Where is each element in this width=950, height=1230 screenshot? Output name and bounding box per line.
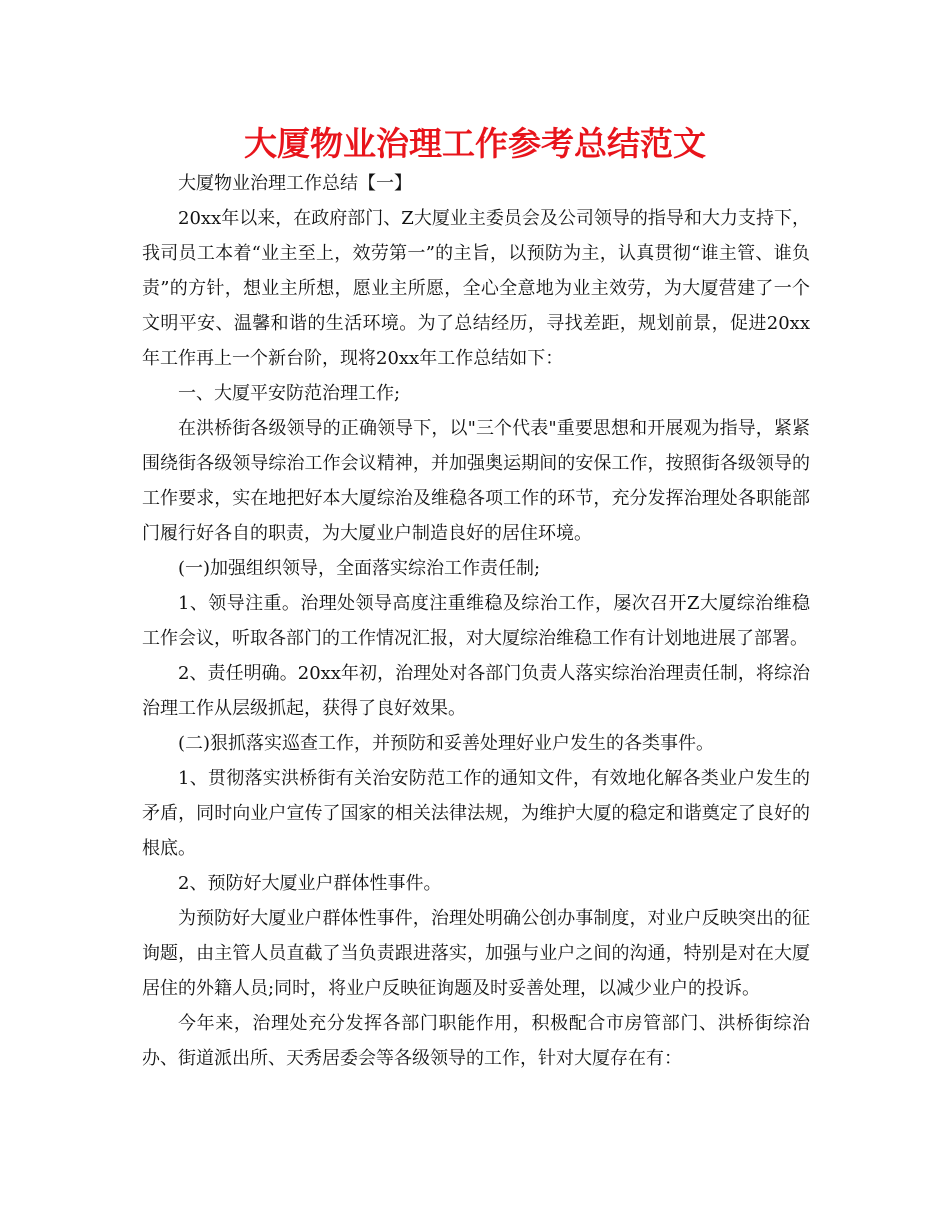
document-title: 大厦物业治理工作参考总结范文: [244, 124, 706, 163]
section-heading: 一、大厦平安防范治理工作;: [178, 383, 401, 404]
subsection-heading: (二)狠抓落实巡查工作，并预防和妥善处理好业户发生的各类事件。: [178, 733, 715, 754]
body-paragraph: 在洪桥街各级领导的正确领导下，以"三个代表"重要思想和开展观为指导，紧紧围绕街各级领导综治工作会议精神，并加强奥运期间的安保工作，按照街各级领导的工作要求，实在地把好本大厦综治及维稳各项工作的环节，充分发挥治理处各职能部门履行好各自的职责，为大厦业户制造良好的居住环境。: [142, 418, 810, 544]
body-paragraph: 1、贯彻落实洪桥街有关治安防范工作的通知文件，有效地化解各类业户发生的矛盾，同时向业户宣传了国家的相关法律法规，为维护大厦的稳定和谐奠定了良好的根底。: [142, 768, 810, 859]
document-body: [142, 166, 810, 1076]
body-paragraph: 2、责任明确。20xx年初，治理处对各部门负责人落实综治治理责任制，将综治治理工作从层级抓起，获得了良好效果。: [142, 663, 810, 719]
body-paragraph: 今年来，治理处充分发挥各部门职能作用，积极配合市房管部门、洪桥街综治办、街道派出所、天秀居委会等各级领导的工作，针对大厦存在有：: [142, 1013, 810, 1069]
section-heading: 大厦物业治理工作总结【一】: [178, 173, 412, 194]
body-paragraph: 2、预防好大厦业户群体性事件。: [178, 873, 442, 894]
body-paragraph: 20xx年以来，在政府部门、Z大厦业主委员会及公司领导的指导和大力支持下，我司员工本着“业主至上，效劳第一”的主旨，以预防为主，认真贯彻“谁主管、谁负责”的方针，想业主所想，愿业主所愿，全心全意地为业主效劳，为大厦营建了一个文明平安、温馨和谐的生活环境。为了总结经历，寻找差距，规划前景，促进20xx年工作再上一个新台阶，现将20xx年工作总结如下：: [142, 208, 810, 369]
body-paragraph: 1、领导注重。治理处领导高度注重维稳及综治工作，屡次召开Z大厦综治维稳工作会议，听取各部门的工作情况汇报，对大厦综治维稳工作有计划地进展了部署。: [142, 593, 810, 649]
body-paragraph: 为预防好大厦业户群体性事件，治理处明确公创办事制度，对业户反映突出的征询题，由主管人员直截了当负责跟进落实，加强与业户之间的沟通，特别是对在大厦居住的外籍人员;同时，将业户反映征询题及时妥善处理，以减少业户的投诉。: [142, 908, 810, 999]
subsection-heading: (一)加强组织领导，全面落实综治工作责任制;: [178, 558, 541, 579]
